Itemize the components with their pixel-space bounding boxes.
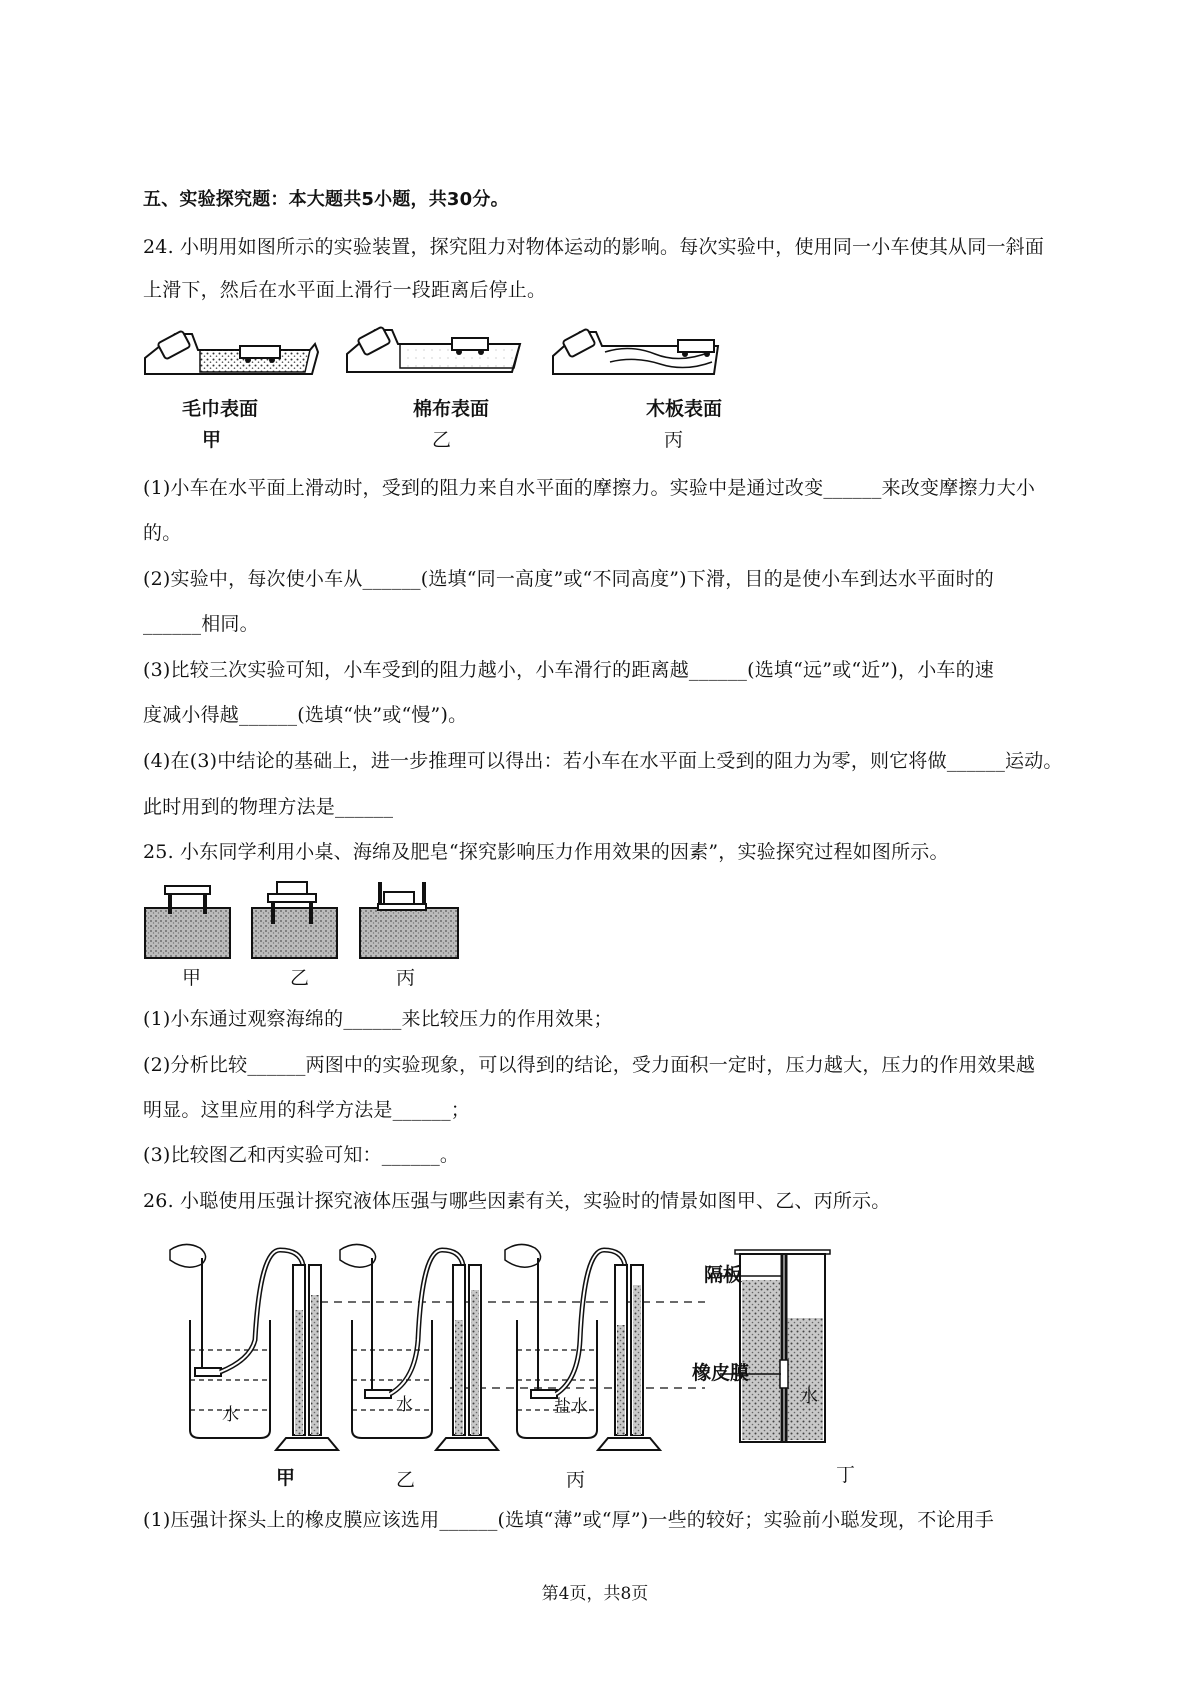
manometer-bing — [505, 1244, 660, 1450]
q26-part1: (1)压强计探头上的橡皮膜应该选用______(选填“薄”或“厚”)一些的较好；实验前小聪发现，不论用手 — [143, 1509, 994, 1531]
q25-part2-line1: (2)分析比较______两图中的实验现象，可以得到的结论，受力面积一定时，压力越大，压力的作用效果越 — [143, 1054, 1036, 1076]
q26-liquid-bing: 盐水 — [554, 1397, 588, 1417]
sponge-bing — [360, 882, 458, 958]
q26-partition-label: 隔板 — [704, 1264, 743, 1286]
section-heading: 五、实验探究题：本大题共5小题，共30分。 — [143, 189, 509, 210]
q24-figure-ramps — [140, 322, 780, 384]
q24-part1-line2: 的。 — [143, 522, 182, 544]
q26-label-yi: 乙 — [396, 1469, 416, 1491]
q24-label-yi: 乙 — [432, 429, 452, 451]
q24-label-jia: 甲 — [202, 429, 222, 451]
q24-part3-line1: (3)比较三次实验可知，小车受到的阻力越小，小车滑行的距离越______(选填“远”或“近”)，小车的速 — [143, 659, 994, 681]
q25-stem: 25. 小东同学利用小桌、海绵及肥皂“探究影响压力作用效果的因素”，实验探究过程如图所示。 — [143, 841, 949, 863]
q24-surface-cotton: 棉布表面 — [413, 398, 490, 420]
q26-figure-manometers — [160, 1240, 910, 1455]
q26-label-bing: 丙 — [566, 1469, 586, 1491]
q26-label-jia: 甲 — [276, 1467, 296, 1489]
q24-part4-line1: (4)在(3)中结论的基础上，进一步推理可以得出：若小车在水平面上受到的阻力为零，则它将做______运动。 — [143, 750, 1063, 772]
q25-part1: (1)小东通过观察海绵的______来比较压力的作用效果； — [143, 1008, 613, 1030]
q24-surface-towel: 毛巾表面 — [182, 398, 259, 420]
q25-figure-sponges — [140, 880, 470, 960]
q24-label-bing: 丙 — [664, 429, 684, 451]
ramp-cotton — [347, 326, 520, 372]
q24-part2-line1: (2)实验中，每次使小车从______(选填“同一高度”或“不同高度”)下滑，目的是使小车到达水平面时的 — [143, 568, 994, 590]
q26-liquid-jia: 水 — [222, 1405, 239, 1425]
q24-surface-wood: 木板表面 — [646, 398, 723, 420]
q26-stem: 26. 小聪使用压强计探究液体压强与哪些因素有关，实验时的情景如图甲、乙、丙所示。 — [143, 1190, 891, 1212]
q25-part2-line2: 明显。这里应用的科学方法是______； — [143, 1099, 471, 1121]
q25-label-bing: 丙 — [396, 967, 416, 989]
q26-label-ding: 丁 — [836, 1464, 856, 1486]
q25-label-jia: 甲 — [182, 967, 202, 989]
sponge-yi — [252, 882, 337, 958]
q25-label-yi: 乙 — [290, 967, 310, 989]
q26-liquid-yi: 水 — [396, 1395, 413, 1415]
q24-stem-line1: 24. 小明用如图所示的实验装置，探究阻力对物体运动的影响。每次实验中，使用同一小车使其从同一斜面 — [143, 236, 1045, 258]
ramp-towel — [145, 330, 318, 374]
manometer-yi — [340, 1244, 498, 1450]
q24-part2-line2: ______相同。 — [143, 613, 259, 635]
q25-part3: (3)比较图乙和丙实验可知：______。 — [143, 1144, 460, 1166]
q26-membrane-label: 橡皮膜 — [692, 1362, 750, 1384]
q24-part1-line1: (1)小车在水平面上滑动时，受到的阻力来自水平面的摩擦力。实验中是通过改变______来改变摩擦力大小 — [143, 477, 1036, 499]
q24-part3-line2: 度减小得越______(选填“快”或“慢”)。 — [143, 704, 468, 726]
q24-stem-line2: 上滑下，然后在水平面上滑行一段距离后停止。 — [143, 279, 547, 301]
q26-liquid-ding: 水 — [800, 1386, 818, 1407]
q24-part4-line2: 此时用到的物理方法是______ — [143, 796, 394, 818]
sponge-jia — [145, 886, 230, 958]
ramp-wood — [553, 328, 718, 374]
manometer-jia — [170, 1244, 338, 1450]
page-footer: 第4页，共8页 — [541, 1584, 649, 1604]
